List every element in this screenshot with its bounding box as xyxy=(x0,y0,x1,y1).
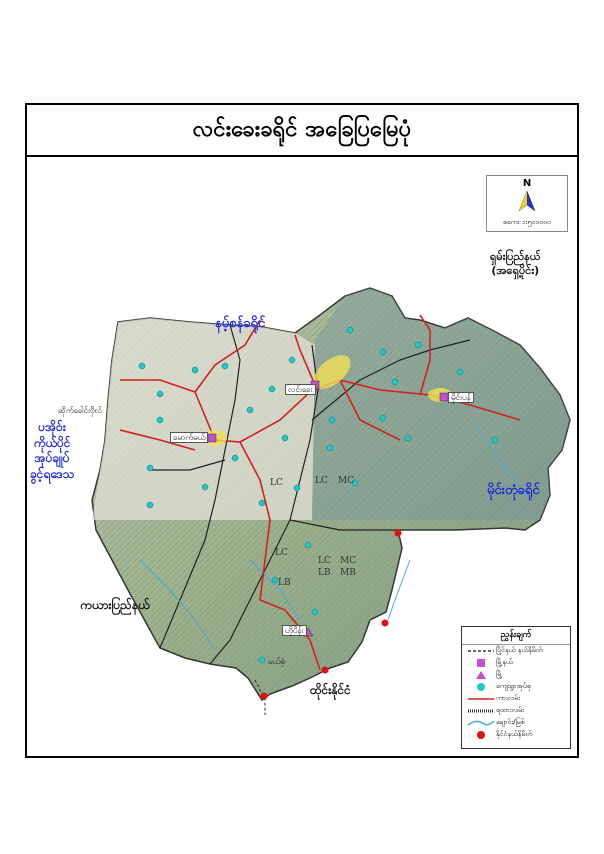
region-label-kayah: ကယားပြည်နယ် xyxy=(80,598,150,612)
north-letter: N xyxy=(522,178,532,189)
town-label-loilem-text: လင်းခေး xyxy=(285,384,316,395)
railway-line-icon xyxy=(466,706,496,716)
boundary-line-icon xyxy=(466,646,496,656)
township-square-icon xyxy=(466,658,496,668)
town-label-maukmai xyxy=(170,432,208,444)
town-label-mongpan xyxy=(448,392,474,404)
region-label-shan-east-name: ရှမ်းပြည်နယ် xyxy=(490,250,541,263)
region-label-kyauk-gyi: ဆိုက်ခေါင်းဗိုလ် xyxy=(58,406,103,415)
region-label-shan-east-sub: (အရှေ့ပိုင်း) xyxy=(491,264,540,278)
zone-code: LB xyxy=(318,568,331,578)
map-scale: စကေး ၁း၅၀၀၀၀၀ xyxy=(503,218,551,226)
zone-code: LC xyxy=(315,476,328,486)
region-label-shan-east xyxy=(490,250,541,279)
region-label-pao-1: ပအိုဝ်း xyxy=(38,420,66,434)
region-label-pao xyxy=(30,420,74,482)
zone-code: LC xyxy=(275,548,288,558)
legend-text: ရထားလမ်း xyxy=(496,706,524,714)
town-label-loilem xyxy=(285,384,316,396)
river-line-icon xyxy=(466,718,496,728)
legend-item-road xyxy=(462,693,570,705)
legend-text: မြို့ xyxy=(496,670,503,678)
region-label-pao-4: ခွင့်ရဒေသ xyxy=(30,466,75,481)
north-arrow-icon xyxy=(515,189,539,213)
legend-text: နိုင်ငံနယ်နိမိတ် xyxy=(496,730,533,738)
legend-item-border-point xyxy=(462,729,570,741)
legend-text: မြို့နယ် xyxy=(496,658,513,666)
legend-item-railway xyxy=(462,705,570,717)
region-label-thailand: ထိုင်းနိုင်ငံ xyxy=(310,683,351,697)
legend-item-boundary xyxy=(462,645,570,657)
region-label-nam-san: နမ့်စန်ခရိုင် xyxy=(215,316,266,331)
map-title: လင်းခေးခရိုင် အခြေပြမြေပုံ xyxy=(27,105,577,157)
town-label-mongpan-text: မိုင်းပန် xyxy=(448,392,474,403)
zone-code: LB xyxy=(278,578,291,588)
zone-code: MB xyxy=(340,568,356,578)
legend-text: ကျေးရွာအုပ်စု xyxy=(496,682,531,690)
town-label-pat-text: ဟိုပိန်း xyxy=(282,625,307,636)
village-circle-icon xyxy=(466,682,496,692)
road-line-icon xyxy=(466,694,496,704)
town-label-pat xyxy=(282,625,307,637)
north-arrow-box xyxy=(486,175,568,232)
legend-item-township xyxy=(462,657,570,669)
zone-code: LC xyxy=(318,556,331,566)
zone-code: LC xyxy=(270,478,283,488)
town-label-maukmai-text: မောက်မယ် xyxy=(170,432,208,443)
legend-text: ချောင်း/မြစ် xyxy=(496,718,525,726)
region-label-mong-tone: မိုင်းတုံခရိုင် xyxy=(487,483,540,498)
zone-code: MC xyxy=(340,556,357,566)
legend-item-town xyxy=(462,669,570,681)
legend-item-village xyxy=(462,681,570,693)
legend-title: ညွှန်းချက် xyxy=(462,627,570,645)
border-dot-icon xyxy=(466,730,496,740)
township-marker-mongpan xyxy=(440,393,448,401)
township-marker-maukmai xyxy=(208,434,216,442)
legend-text: ပြိုင်နယ် နယ်နိမိတ် xyxy=(496,646,543,654)
town-triangle-icon xyxy=(466,670,496,680)
region-label-pao-2: ကိုယ်ပိုင် xyxy=(33,435,71,450)
zone-code: MC xyxy=(338,476,355,486)
legend-item-river xyxy=(462,717,570,729)
legend xyxy=(461,626,571,749)
town-label-mese: မယ်စဲ့ xyxy=(268,657,285,666)
region-label-pao-3: အုပ်ချုပ် xyxy=(34,451,70,466)
legend-text: ကားလမ်း xyxy=(496,694,520,702)
